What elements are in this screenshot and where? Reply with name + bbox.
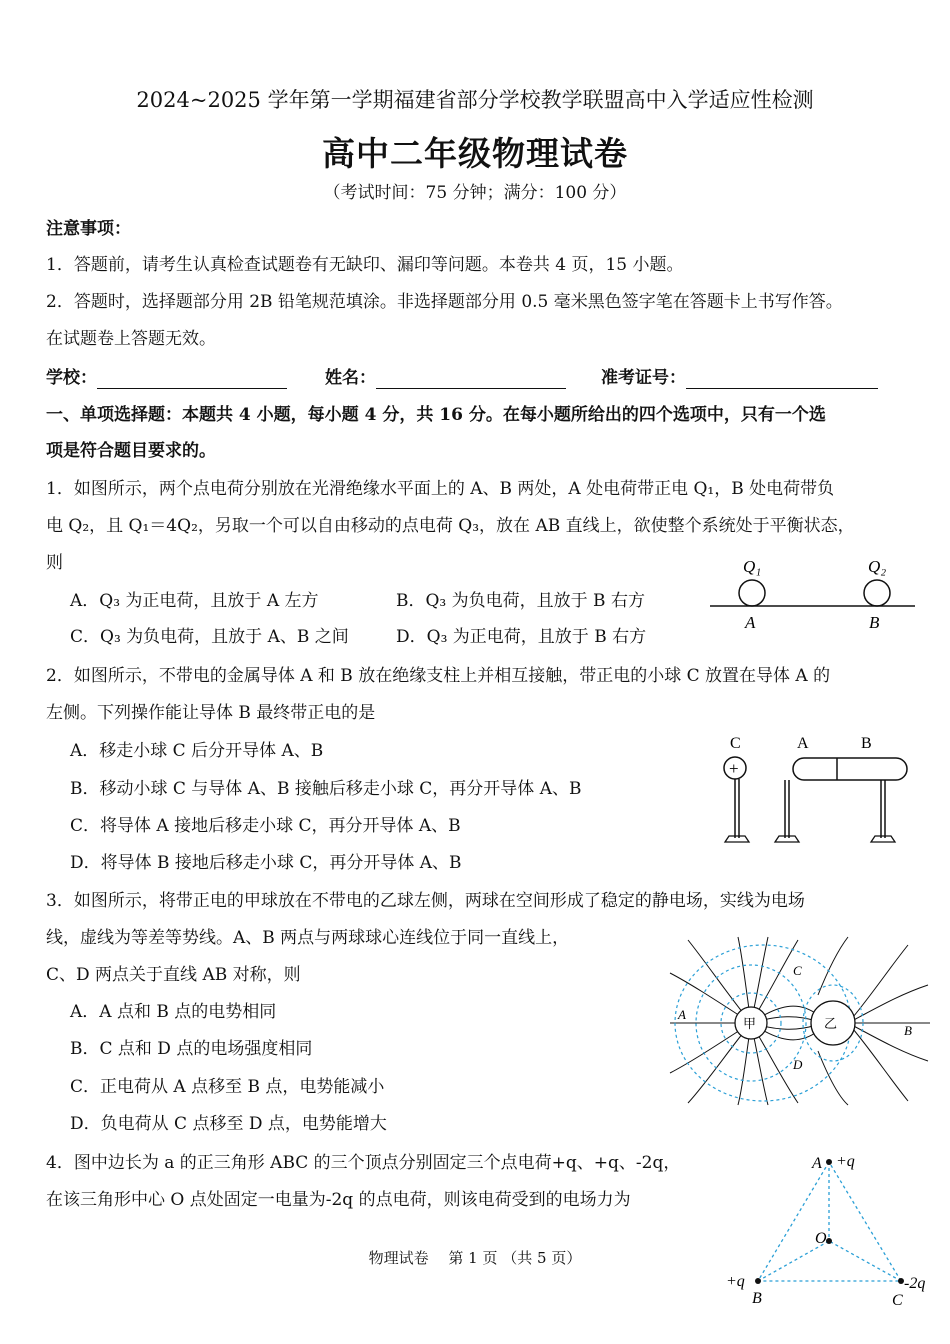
q4-stem-line2: 在该三角形中心 O 点处固定一电量为-2q 的点电荷，则该电荷受到的电场力为 [46, 1190, 631, 1210]
q3-stem-line2: 线，虚线为等差等势线。A、B 两点与两球球心连线位于同一直线上， [46, 928, 570, 948]
notice-heading: 注意事项： [46, 219, 131, 239]
notice-item-2-cont: 在试题卷上答题无效。 [46, 329, 216, 349]
charge-q1 [739, 580, 765, 606]
q1-label: Q₁ [743, 557, 762, 576]
vertex-b-label: B [752, 1290, 762, 1307]
q2-option-a[interactable]: A．移走小球 C 后分开导体 A、B [70, 741, 324, 761]
q3-option-a[interactable]: A．A 点和 B 点的电势相同 [70, 1002, 277, 1022]
q2-label: Q₂ [868, 557, 887, 576]
exam-title: 高中二年级物理试卷 [322, 134, 628, 173]
q1-option-a[interactable]: A．Q₃ 为正电荷，且放于 A 左方 [70, 591, 319, 611]
school-label: 学校： [46, 368, 97, 388]
q3-stem-line3: C、D 两点关于直线 AB 对称，则 [46, 965, 301, 985]
name-label: 姓名： [325, 368, 376, 388]
notice-item-2: 2．答题时，选择题部分用 2B 铅笔规范填涂。非选择题部分用 0.5 毫米黑色签字笔在答题卡上书写作答。 [46, 292, 843, 312]
a-label: A [797, 735, 809, 752]
yi-label: 乙 [824, 1016, 838, 1031]
center-o-label: O [815, 1230, 827, 1247]
school-blank[interactable] [97, 370, 287, 389]
q1-option-b[interactable]: B．Q₃ 为负电荷，且放于 B 右方 [396, 591, 645, 611]
exam-id-label: 准考证号： [601, 368, 686, 388]
q2-option-c[interactable]: C．将导体 A 接地后移走小球 C，再分开导体 A、B [70, 816, 461, 836]
q4-figure [722, 1148, 937, 1308]
q3-option-c[interactable]: C．正电荷从 A 点移至 B 点，电势能减小 [70, 1077, 385, 1097]
point-b-label: B [904, 1023, 912, 1038]
vertex-b-charge: +q [726, 1273, 745, 1290]
q2-option-b[interactable]: B．移动小球 C 与导体 A、B 接触后移走小球 C，再分开导体 A、B [70, 779, 582, 799]
vertex-a-label: A [812, 1155, 822, 1172]
exam-info: （考试时间：75 分钟；满分：100 分） [323, 183, 627, 203]
q2-stem-line1: 2．如图所示，不带电的金属导体 A 和 B 放在绝缘支柱上并相互接触，带正电的小球 C 放置在导体 A 的 [46, 666, 831, 686]
vertex-c-charge: -2q [904, 1275, 926, 1292]
c-label: C [730, 735, 741, 752]
charge-q2 [864, 580, 890, 606]
point-d-label: D [793, 1057, 803, 1072]
section-heading-cont: 项是符合题目要求的。 [46, 441, 216, 461]
point-c-label: C [793, 963, 802, 978]
conductor-ab [793, 758, 907, 780]
q2-stem-line2: 左侧。下列操作能让导体 B 最终带正电的是 [46, 703, 376, 723]
plus-sign: + [729, 759, 739, 778]
point-a-label: A [745, 613, 756, 632]
q1-option-c[interactable]: C．Q₃ 为负电荷，且放于 A、B 之间 [70, 627, 349, 647]
q3-stem-line1: 3．如图所示，将带正电的甲球放在不带电的乙球左侧，两球在空间形成了稳定的静电场，实线为电场 [46, 891, 805, 911]
q1-figure [705, 552, 920, 637]
section-heading: 一、单项选择题：本题共 4 小题，每小题 4 分，共 16 分。在每小题所给出的四个选项中，只有一个选 [46, 405, 826, 425]
notice-item-1: 1．答题前，请考生认真检查试题卷有无缺印、漏印等问题。本卷共 4 页，15 小题。 [46, 255, 684, 275]
q3-option-d[interactable]: D．负电荷从 C 点移至 D 点，电势能增大 [70, 1114, 387, 1134]
school-field[interactable] [46, 367, 287, 389]
q2-option-d[interactable]: D．将导体 B 接地后移走小球 C，再分开导体 A、B [70, 853, 462, 873]
q1-stem-line1: 1．如图所示，两个点电荷分别放在光滑绝缘水平面上的 A、B 两处，A 处电荷带正电 Q₁，B 处电荷带负 [46, 479, 835, 499]
q4-stem-line1: 4．图中边长为 a 的正三角形 ABC 的三个顶点分别固定三个点电荷+q、+q、-2q， [46, 1153, 681, 1173]
q3-figure [668, 935, 930, 1105]
q3-option-b[interactable]: B．C 点和 D 点的电场强度相同 [70, 1039, 313, 1059]
name-field[interactable] [325, 367, 566, 389]
exam-id-blank[interactable] [686, 370, 878, 389]
point-b-label: B [869, 613, 880, 632]
q1-stem-line2: 电 Q₂，且 Q₁＝4Q₂，另取一个可以自由移动的点电荷 Q₃，放在 AB 直线上，欲使整个系统处于平衡状态， [46, 516, 855, 536]
q1-stem-line3: 则 [46, 553, 63, 573]
vertex-a-charge: +q [836, 1153, 855, 1170]
jia-label: 甲 [743, 1016, 757, 1031]
name-blank[interactable] [376, 370, 566, 389]
exam-subtitle: 2024~2025 学年第一学期福建省部分学校教学联盟高中入学适应性检测 [136, 88, 814, 112]
b-label: B [861, 735, 872, 752]
q2-figure [715, 730, 915, 850]
point-a-label: A [678, 1007, 686, 1022]
vertex-c-label: C [892, 1292, 903, 1309]
exam-id-field[interactable] [601, 367, 878, 389]
page-footer: 物理试卷 第 1 页 （共 5 页） [368, 1249, 582, 1267]
q1-option-d[interactable]: D．Q₃ 为正电荷，且放于 B 右方 [396, 627, 647, 647]
